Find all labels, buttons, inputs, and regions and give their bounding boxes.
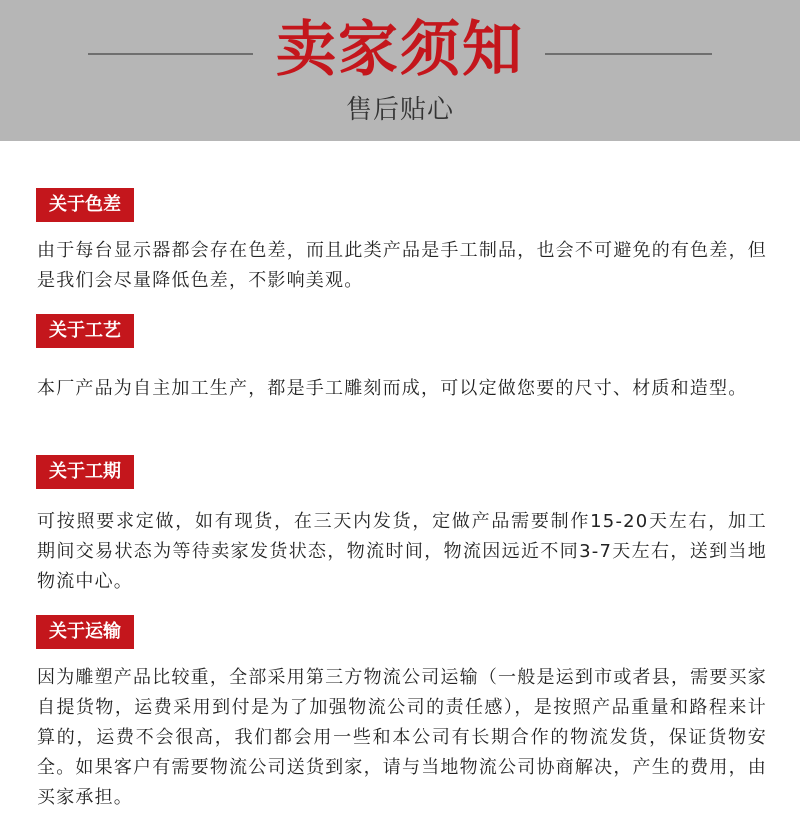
section-tag-color-difference: 关于色差 <box>36 188 134 222</box>
page-title: 卖家须知 <box>276 15 524 85</box>
section-tag-shipping: 关于运输 <box>36 615 134 649</box>
section-text-craft: 本厂产品为自主加工生产，都是手工雕刻而成，可以定做您要的尺寸、材质和造型。 <box>37 378 748 399</box>
section-text-shipping: 因为雕塑产品比较重，全部采用第三方物流公司运输（一般是运到市或者县，需要买家自提货物，运费采用到付是为了加强物流公司的责任感），是按照产品重量和路程来计算的，运费不会很高，我们都会用一些和本公司有长期合作的物流发货，保证货物安全。如果客户有需要物流公司送货到家，请与当地物流公司协商解决，产生的费用，由买家承担。 <box>37 667 767 808</box>
header-banner <box>0 0 800 141</box>
section-text-color-difference: 由于每台显示器都会存在色差，而且此类产品是手工制品，也会不可避免的有色差，但是我们会尽量降低色差，不影响美观。 <box>37 240 767 291</box>
section-tag-craft: 关于工艺 <box>36 314 134 348</box>
page-subtitle: 售后贴心 <box>345 95 454 125</box>
section-text-lead-time: 可按照要求定做，如有现货，在三天内发货，定做产品需要制作15-20天左右，加工期间交易状态为等待卖家发货状态，物流时间，物流因远近不同3-7天左右，送到当地物流中心。 <box>37 511 767 592</box>
section-tag-lead-time: 关于工期 <box>36 455 134 489</box>
